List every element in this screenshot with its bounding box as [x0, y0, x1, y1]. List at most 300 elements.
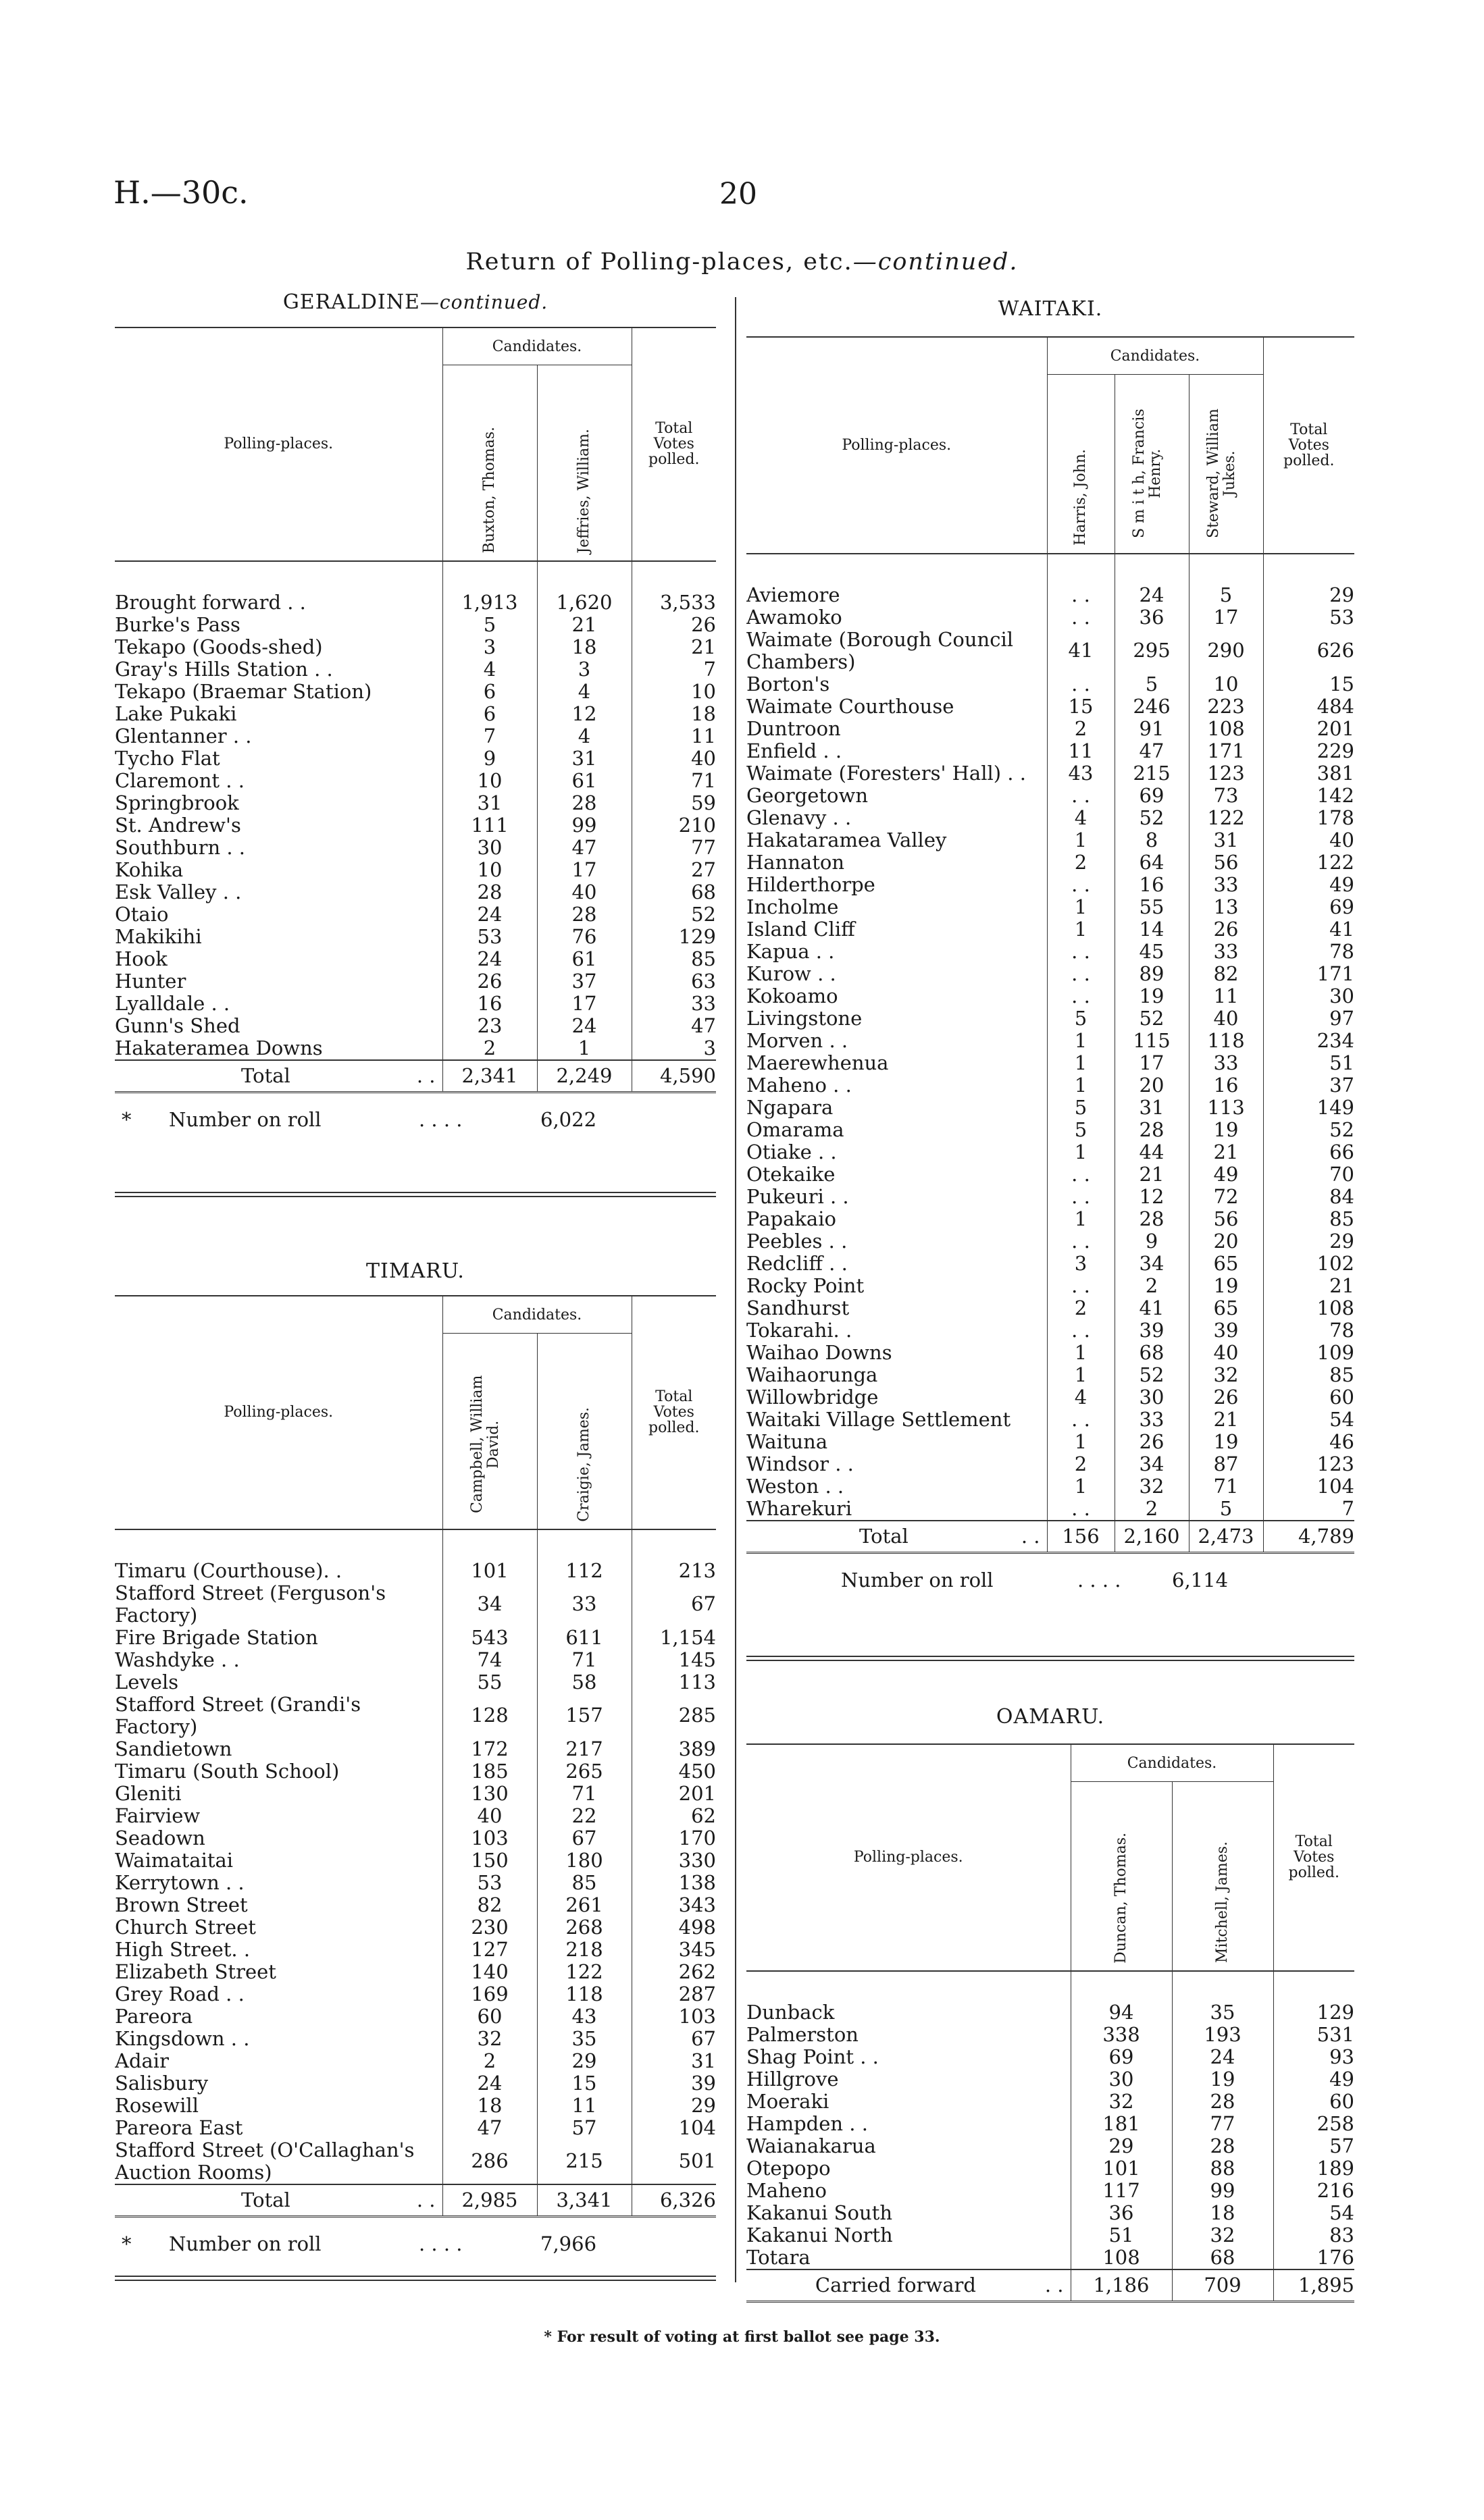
table-row	[115, 814, 716, 837]
polling-place-name: Fire Brigade Station	[115, 1626, 318, 1649]
candidate-votes: 1	[1047, 1141, 1115, 1163]
total-label: Total . .	[746, 1521, 1047, 1553]
polling-place-name: Fairview	[115, 1804, 201, 1827]
table-row	[746, 1141, 1354, 1163]
total-row	[115, 2184, 716, 2217]
polling-place-name: Island Cliff	[746, 918, 855, 941]
candidate-votes: 4	[1047, 807, 1115, 829]
polling-places-header: Polling-places.	[746, 337, 1047, 554]
polling-places-header: Polling-places.	[115, 327, 442, 561]
table-row	[746, 2001, 1354, 2024]
polling-place-name: Timaru (South School)	[115, 1760, 340, 1783]
total-votes: 84	[1263, 1186, 1354, 1208]
table-row	[115, 1783, 716, 1805]
candidate-votes: 1	[1047, 1074, 1115, 1097]
candidates-header: Candidates.	[442, 1296, 632, 1334]
candidate-votes: 29	[537, 2050, 632, 2072]
candidate-votes: 32	[1115, 1475, 1189, 1498]
total-votes: 53	[1263, 606, 1354, 629]
total-votes: 77	[632, 837, 716, 859]
candidate-votes: 12	[537, 703, 632, 725]
polling-place-name: Palmerston	[746, 2023, 859, 2046]
total-votes: 189	[1273, 2157, 1354, 2180]
waitaki-title: WAITAKI.	[998, 297, 1103, 321]
candidate-votes: 34	[442, 1582, 537, 1627]
candidate-votes: 11	[537, 2095, 632, 2117]
candidate-votes: 99	[537, 814, 632, 837]
candidate-votes: 17	[1189, 606, 1263, 629]
candidate-votes: . .	[1047, 673, 1115, 695]
candidate-votes: 60	[442, 2005, 537, 2028]
polling-place-name: Aviemore	[746, 583, 840, 606]
candidate-votes: 6	[442, 703, 537, 725]
polling-place-name: Borton's	[746, 673, 830, 695]
total-votes: 109	[1263, 1342, 1354, 1364]
candidate-votes: 193	[1172, 2024, 1273, 2046]
candidate-votes: 18	[537, 636, 632, 658]
polling-place-name: Stafford Street (Ferguson's Factory)	[115, 1581, 386, 1627]
candidate-votes: 32	[1172, 2224, 1273, 2247]
table-row	[115, 658, 716, 681]
polling-place-name: Tekapo (Braemar Station)	[115, 680, 372, 703]
candidate-votes: . .	[1047, 1409, 1115, 1431]
table-row	[746, 1498, 1354, 1521]
polling-place-name: Stafford Street (Grandi's Factory)	[115, 1693, 361, 1738]
candidate-votes: 2	[1047, 851, 1115, 874]
candidate-header: Steward, William Jukes.	[1189, 375, 1263, 554]
star-mark: *	[122, 2232, 132, 2255]
polling-place-name: Otiake . .	[746, 1140, 837, 1163]
table-row	[746, 851, 1354, 874]
total-votes: 104	[1263, 1475, 1354, 1498]
table-row	[746, 1275, 1354, 1297]
table-row	[746, 1386, 1354, 1409]
candidate-votes: . .	[1047, 1498, 1115, 1521]
polling-place-name: Springbrook	[115, 791, 239, 814]
total-votes: 37	[1263, 1074, 1354, 1097]
table-row	[746, 807, 1354, 829]
total-votes: 170	[632, 1827, 716, 1849]
table-row	[746, 1342, 1354, 1364]
total-votes: 201	[632, 1783, 716, 1805]
polling-place-name: Waitaki Village Settlement	[746, 1408, 1011, 1431]
candidate-votes: 1	[1047, 896, 1115, 918]
candidate-votes: 1	[1047, 1364, 1115, 1386]
total-votes: 178	[1263, 807, 1354, 829]
candidate-votes: 218	[537, 1939, 632, 1961]
candidate-votes: 33	[1189, 941, 1263, 963]
candidate-votes: 39	[1115, 1319, 1189, 1342]
polling-place-name: Washdyke . .	[115, 1648, 240, 1671]
polling-place-name: Lake Pukaki	[115, 702, 237, 725]
table-row	[746, 785, 1354, 807]
total-votes: 10	[632, 681, 716, 703]
table-row	[746, 1319, 1354, 1342]
candidate-votes: 1	[1047, 1030, 1115, 1052]
candidate-votes: 4	[1047, 1386, 1115, 1409]
table-row	[115, 725, 716, 747]
total-votes: 201	[1263, 718, 1354, 740]
candidate-votes: 29	[1071, 2135, 1172, 2157]
candidate-votes: 72	[1189, 1186, 1263, 1208]
polling-place-name: Hakataramea Valley	[746, 829, 947, 851]
total-votes: 7	[1263, 1498, 1354, 1521]
candidate-votes: 31	[1115, 1097, 1189, 1119]
candidate-header: S m i t h, Francis Henry.	[1115, 375, 1189, 554]
candidate-votes: 53	[442, 1872, 537, 1894]
polling-place-name: Waimataitai	[115, 1849, 234, 1872]
candidate-votes: 7	[442, 725, 537, 747]
number-on-roll: * Number on roll . . . . 6,022	[115, 1108, 716, 1131]
candidate-votes: 1	[1047, 829, 1115, 851]
table-row	[115, 1961, 716, 1983]
candidate-votes: 3	[442, 636, 537, 658]
polling-place-name: Burke's Pass	[115, 613, 240, 636]
total-votes: 123	[1263, 1453, 1354, 1475]
candidate-votes: 41	[1047, 629, 1115, 673]
polling-place-name: Enfield . .	[746, 739, 842, 762]
total-votes: 234	[1263, 1030, 1354, 1052]
candidate-header: Craigie, James.	[537, 1334, 632, 1529]
candidate-votes: 26	[1189, 1386, 1263, 1409]
polling-place-name: Peebles . .	[746, 1230, 848, 1253]
candidate-votes: 15	[537, 2072, 632, 2095]
candidate-votes: 36	[1071, 2202, 1172, 2224]
total-votes: 78	[1263, 1319, 1354, 1342]
total-votes: 287	[632, 1983, 716, 2005]
polling-place-name: Adair	[115, 2049, 169, 2072]
candidate-votes: 181	[1071, 2113, 1172, 2135]
total-votes: 49	[1263, 874, 1354, 896]
candidate-votes: 8	[1115, 829, 1189, 851]
total-votes: 67	[632, 1582, 716, 1627]
candidate-votes: 1	[537, 1037, 632, 1060]
table-row	[115, 1983, 716, 2005]
oamaru-title: OAMARU.	[996, 1705, 1105, 1729]
candidate-votes: 9	[1115, 1230, 1189, 1253]
candidate-votes: 122	[537, 1961, 632, 1983]
candidate-votes: 35	[1172, 2001, 1273, 2024]
table-row	[746, 2113, 1354, 2135]
candidate-votes: 261	[537, 1894, 632, 1916]
polling-place-name: Windsor . .	[746, 1452, 854, 1475]
candidate-votes: 127	[442, 1939, 537, 1961]
total-votes: 63	[632, 970, 716, 993]
total-votes: 102	[1263, 1253, 1354, 1275]
candidate-votes: 15	[1047, 695, 1115, 718]
candidate-votes: 3	[537, 658, 632, 681]
total-votes-header: Total Votes polled.	[1273, 1744, 1354, 1971]
candidate-votes: 215	[1115, 762, 1189, 785]
candidate-votes: 4	[537, 725, 632, 747]
polling-place-name: Gleniti	[115, 1782, 182, 1805]
candidate-votes: 5	[1115, 673, 1189, 695]
page-title	[0, 248, 1484, 275]
total-votes: 52	[1263, 1119, 1354, 1141]
table-row	[115, 837, 716, 859]
total-votes: 71	[632, 770, 716, 792]
table-row	[115, 1939, 716, 1961]
candidate-votes: 24	[1115, 584, 1189, 606]
table-row	[115, 926, 716, 948]
page-title-main: Return of Polling-places, etc.	[465, 248, 853, 275]
polling-place-name: Waimate (Foresters' Hall) . .	[746, 762, 1026, 785]
candidate-votes: 17	[537, 859, 632, 881]
candidate-votes: 26	[1115, 1431, 1189, 1453]
total-votes: 108	[1263, 1297, 1354, 1319]
polling-place-name: High Street. .	[115, 1938, 251, 1961]
total-votes: 103	[632, 2005, 716, 2028]
table-row	[746, 1007, 1354, 1030]
candidate-votes: 24	[537, 1015, 632, 1037]
table-row	[746, 2157, 1354, 2180]
polling-place-name: Waimate Courthouse	[746, 695, 954, 718]
candidate-votes: 185	[442, 1760, 537, 1783]
candidate-votes: . .	[1047, 606, 1115, 629]
candidates-header: Candidates.	[1047, 337, 1263, 375]
candidate-votes: 51	[1071, 2224, 1172, 2247]
total-votes: 49	[1273, 2068, 1354, 2091]
candidate-votes: 36	[1115, 606, 1189, 629]
candidate-total: 2,160	[1115, 1521, 1189, 1553]
polling-place-name: Sandietown	[115, 1737, 232, 1760]
geraldine-section	[115, 327, 716, 1197]
candidate-votes: 265	[537, 1760, 632, 1783]
polling-places-header: Polling-places.	[746, 1744, 1071, 1971]
candidate-header: Harris, John.	[1047, 375, 1115, 554]
candidate-votes: 246	[1115, 695, 1189, 718]
candidate-votes: 28	[1172, 2091, 1273, 2113]
total-votes: 129	[632, 926, 716, 948]
candidate-total: 156	[1047, 1521, 1115, 1553]
candidate-votes: 1	[1047, 1208, 1115, 1230]
candidate-votes: 55	[1115, 896, 1189, 918]
polling-place-name: Timaru (Courthouse). .	[115, 1559, 342, 1582]
table-row	[115, 1560, 716, 1582]
footnote: * For result of voting at first ballot see page 33.	[544, 2328, 940, 2346]
table-row	[746, 1030, 1354, 1052]
total-votes: 60	[1273, 2091, 1354, 2113]
polling-place-name: Lyalldale . .	[115, 992, 230, 1015]
polling-place-name: Hook	[115, 947, 168, 970]
polling-place-name: Waihao Downs	[746, 1341, 892, 1364]
total-votes: 149	[1263, 1097, 1354, 1119]
total-votes: 113	[632, 1671, 716, 1694]
candidate-votes: 30	[442, 837, 537, 859]
candidate-votes: 28	[537, 792, 632, 814]
total-votes: 104	[632, 2117, 716, 2139]
document-reference: H.—30c.	[113, 174, 249, 211]
candidate-votes: 180	[537, 1849, 632, 1872]
candidate-votes: 108	[1071, 2247, 1172, 2269]
table-row	[115, 614, 716, 636]
candidate-votes: 118	[537, 1983, 632, 2005]
total-votes: 531	[1273, 2024, 1354, 2046]
polling-place-name: Weston . .	[746, 1475, 844, 1498]
candidate-votes: 286	[442, 2139, 537, 2184]
polling-place-name: Brought forward . .	[115, 591, 306, 614]
polling-place-name: Otepopo	[746, 2157, 831, 2180]
candidate-votes: 4	[442, 658, 537, 681]
candidate-votes: 65	[1189, 1253, 1263, 1275]
total-votes: 21	[1263, 1275, 1354, 1297]
polling-place-name: Totara	[746, 2246, 811, 2269]
candidate-votes: 19	[1189, 1431, 1263, 1453]
total-votes: 54	[1273, 2202, 1354, 2224]
total-votes: 450	[632, 1760, 716, 1783]
candidate-votes: 33	[537, 1582, 632, 1627]
section-rule	[746, 1656, 1354, 1661]
candidate-votes: 33	[1115, 1409, 1189, 1431]
polling-place-name: Rocky Point	[746, 1274, 865, 1297]
candidate-votes: 76	[537, 926, 632, 948]
candidate-votes: 103	[442, 1827, 537, 1849]
table-row	[115, 2095, 716, 2117]
table-row	[746, 1208, 1354, 1230]
polling-place-name: Redcliff . .	[746, 1252, 848, 1275]
candidate-votes: 85	[537, 1872, 632, 1894]
polling-place-name: Gunn's Shed	[115, 1014, 240, 1037]
candidate-votes: 18	[442, 2095, 537, 2117]
total-votes: 40	[632, 747, 716, 770]
candidate-votes: 28	[1172, 2135, 1273, 2157]
total-votes: 30	[1263, 985, 1354, 1007]
grand-total: 4,590	[632, 1060, 716, 1093]
candidate-votes: 108	[1189, 718, 1263, 740]
table-row	[115, 1694, 716, 1738]
table-row	[746, 1097, 1354, 1119]
candidate-votes: 24	[1172, 2046, 1273, 2068]
page-number: 20	[719, 177, 757, 211]
total-votes: 27	[632, 859, 716, 881]
table-row	[746, 2247, 1354, 2269]
total-votes: 216	[1273, 2180, 1354, 2202]
candidate-votes: 32	[442, 2028, 537, 2050]
candidate-votes: 56	[1189, 851, 1263, 874]
table-row	[115, 1015, 716, 1037]
total-votes: 29	[632, 2095, 716, 2117]
table-row	[746, 1253, 1354, 1275]
total-votes: 66	[1263, 1141, 1354, 1163]
table-row	[115, 903, 716, 926]
total-votes: 138	[632, 1872, 716, 1894]
candidate-votes: 111	[442, 814, 537, 837]
candidate-votes: 65	[1189, 1297, 1263, 1319]
table-row	[746, 1453, 1354, 1475]
candidate-votes: 5	[442, 614, 537, 636]
candidate-votes: 295	[1115, 629, 1189, 673]
candidate-votes: 14	[1115, 918, 1189, 941]
table-row	[115, 681, 716, 703]
candidate-votes: 1,913	[442, 592, 537, 614]
candidate-votes: 1	[1047, 918, 1115, 941]
table-row	[115, 2117, 716, 2139]
candidate-header: Mitchell, James.	[1172, 1782, 1273, 1971]
total-votes: 52	[632, 903, 716, 926]
candidate-votes: 1	[1047, 1052, 1115, 1074]
candidate-votes: . .	[1047, 1230, 1115, 1253]
total-votes: 31	[632, 2050, 716, 2072]
table-row	[115, 881, 716, 903]
candidate-votes: 28	[537, 903, 632, 926]
table-row	[115, 1849, 716, 1872]
candidate-votes: 19	[1189, 1275, 1263, 1297]
candidate-votes: 5	[1047, 1119, 1115, 1141]
table-row	[746, 673, 1354, 695]
candidate-votes: 5	[1189, 584, 1263, 606]
candidate-votes: 19	[1172, 2068, 1273, 2091]
candidate-votes: 30	[1115, 1386, 1189, 1409]
polling-place-name: Elizabeth Street	[115, 1960, 276, 1983]
candidate-votes: 611	[537, 1627, 632, 1649]
total-votes: 122	[1263, 851, 1354, 874]
table-row	[115, 592, 716, 614]
total-votes: 60	[1263, 1386, 1354, 1409]
carried-forward-row	[746, 2269, 1354, 2302]
candidate-votes: 17	[537, 993, 632, 1015]
candidate-votes: 31	[442, 792, 537, 814]
table-row	[115, 1649, 716, 1671]
candidate-votes: 34	[1115, 1453, 1189, 1475]
total-votes: 145	[632, 1649, 716, 1671]
table-row	[746, 963, 1354, 985]
candidate-votes: 217	[537, 1738, 632, 1760]
polling-place-name: Hilderthorpe	[746, 873, 875, 896]
candidate-votes: 24	[442, 903, 537, 926]
candidate-votes: 87	[1189, 1453, 1263, 1475]
polling-place-name: Pukeuri . .	[746, 1185, 849, 1208]
candidate-votes: 28	[1115, 1119, 1189, 1141]
candidate-votes: 16	[1189, 1074, 1263, 1097]
total-votes: 345	[632, 1939, 716, 1961]
grand-total: 4,789	[1263, 1521, 1354, 1553]
total-votes: 68	[632, 881, 716, 903]
polling-place-name: Stafford Street (O'Callaghan's Auction Rooms)	[115, 2138, 415, 2184]
candidate-votes: 130	[442, 1783, 537, 1805]
table-row	[746, 1186, 1354, 1208]
polling-place-name: Seadown	[115, 1827, 205, 1849]
candidate-votes: 11	[1047, 740, 1115, 762]
candidate-votes: . .	[1047, 584, 1115, 606]
polling-place-name: St. Andrew's	[115, 814, 241, 837]
polling-place-name: Kingsdown . .	[115, 2027, 250, 2050]
page-title-continued: —continued.	[852, 248, 1019, 275]
polling-place-name: Gray's Hills Station . .	[115, 658, 333, 681]
candidate-votes: . .	[1047, 985, 1115, 1007]
candidate-votes: 37	[537, 970, 632, 993]
polling-place-name: Glenavy . .	[746, 806, 852, 829]
table-row	[746, 896, 1354, 918]
polling-place-name: Tycho Flat	[115, 747, 220, 770]
table-row	[746, 2135, 1354, 2157]
candidate-votes: 47	[442, 2117, 537, 2139]
candidate-votes: 69	[1115, 785, 1189, 807]
total-votes: 85	[632, 948, 716, 970]
polling-place-name: Claremont . .	[115, 769, 245, 792]
candidate-votes: 2	[1115, 1275, 1189, 1297]
total-votes: 62	[632, 1805, 716, 1827]
total-votes: 18	[632, 703, 716, 725]
candidate-votes: 16	[1115, 874, 1189, 896]
polling-places-header: Polling-places.	[115, 1296, 442, 1529]
candidate-votes: 21	[537, 614, 632, 636]
total-votes: 229	[1263, 740, 1354, 762]
candidate-votes: 5	[1047, 1097, 1115, 1119]
candidate-votes: 1,620	[537, 592, 632, 614]
table-row	[746, 2202, 1354, 2224]
total-votes: 26	[632, 614, 716, 636]
candidate-votes: 17	[1115, 1052, 1189, 1074]
